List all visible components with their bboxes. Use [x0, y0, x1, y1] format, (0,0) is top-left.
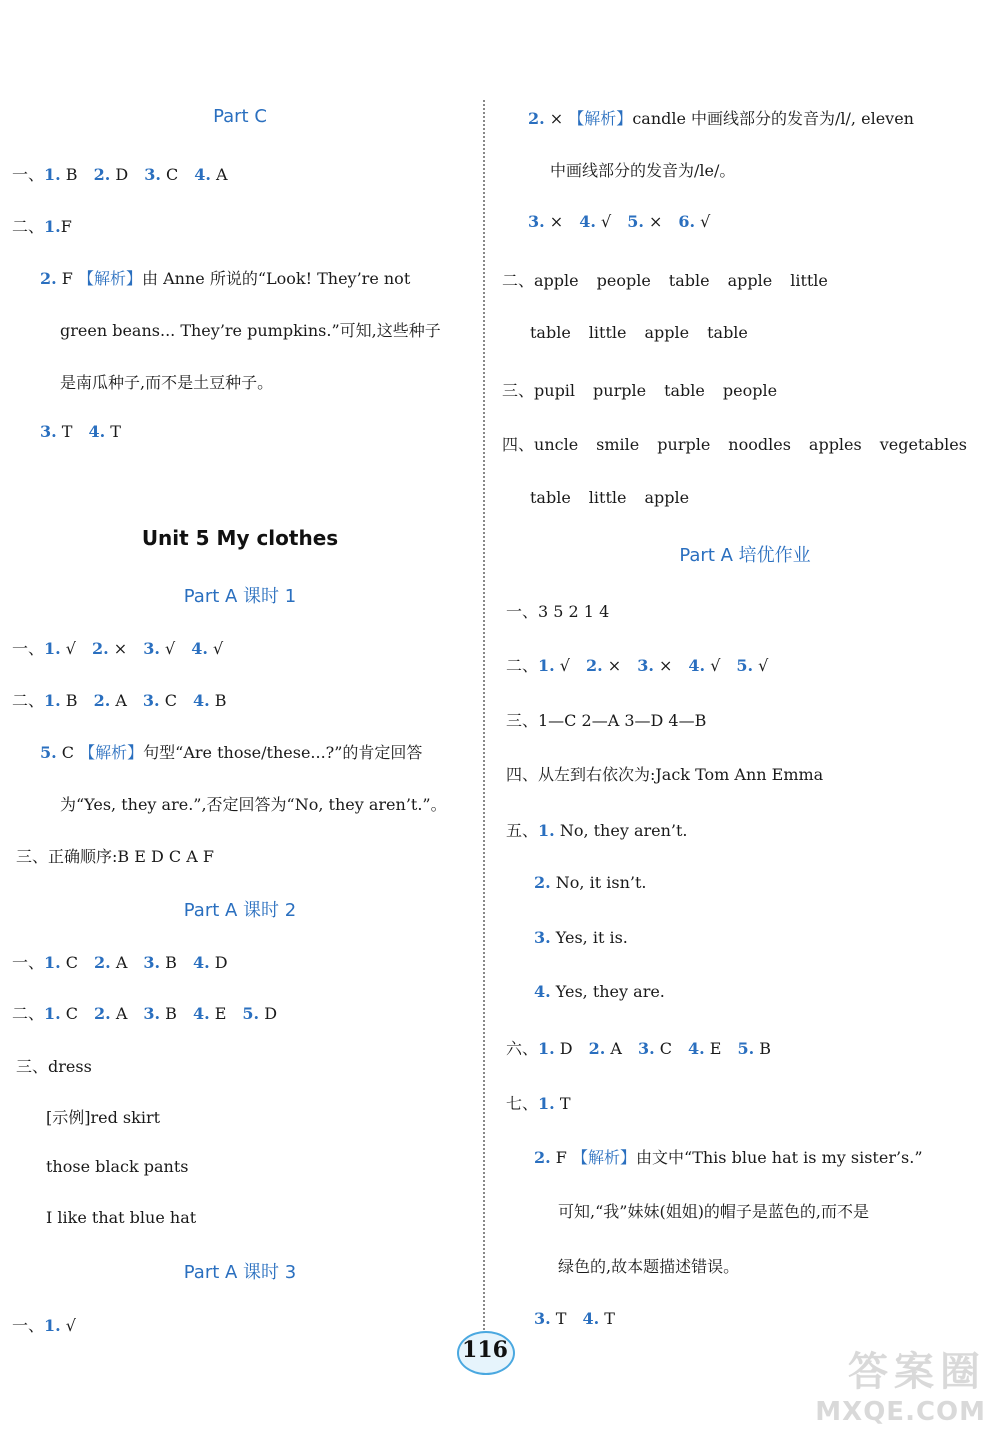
answer-item — [638, 1039, 672, 1058]
answer-row: 二、1. B 2. A 3. C 4. B — [12, 691, 227, 710]
answer-value: × — [602, 656, 622, 675]
word-item: smile — [596, 435, 640, 454]
answer-value: C — [60, 1004, 79, 1023]
question-number: 1. — [44, 165, 61, 184]
word-row: 二、apple people table apple little — [502, 271, 828, 290]
answer-value: T — [56, 422, 73, 441]
question-number: 1. — [538, 1039, 555, 1058]
explanation-block: 2. × 【解析】candle 中画线部分的发音为/l/, eleven — [528, 109, 914, 128]
answer-item — [528, 212, 563, 231]
answer-item — [582, 1309, 614, 1328]
answer-item — [193, 953, 228, 972]
answer-value: D — [554, 1039, 573, 1058]
answer-value: A — [210, 165, 228, 184]
answer-value: E — [209, 1004, 227, 1023]
word-item: table — [530, 323, 571, 342]
question-number: 1. — [44, 691, 61, 710]
answer-row: 一、1. √ — [12, 1316, 76, 1335]
answer-value: B — [60, 691, 78, 710]
answer-value: B — [60, 165, 78, 184]
answer-value: √ — [207, 639, 224, 658]
word-item: people — [596, 271, 651, 290]
answer-value: √ — [60, 1316, 76, 1335]
answer-row: 四、从左到右依次为:Jack Tom Ann Emma — [506, 765, 824, 784]
answer-item — [144, 165, 178, 184]
word-item: uncle — [534, 435, 579, 454]
question-number: 4. — [688, 656, 706, 675]
explanation-line: 绿色的,故本题描述错误。 — [558, 1257, 740, 1276]
answer-row: 六、1. D 2. A 3. C 4. E 5. B — [506, 1039, 772, 1058]
question-number: 3. — [142, 691, 160, 710]
question-number: 3. — [143, 639, 160, 658]
answer-row: 二、1. C 2. A 3. B 4. E 5. D — [12, 1004, 278, 1023]
question-number: 4. — [194, 165, 211, 184]
answer-item — [627, 212, 662, 231]
question-number: 6. — [678, 212, 696, 231]
answer-value: √ — [159, 639, 176, 658]
answer-item — [40, 422, 72, 441]
answer-value: × — [653, 656, 673, 675]
answer-value: × — [544, 212, 564, 231]
answer-value: √ — [595, 212, 612, 231]
question-number: 2. — [94, 1004, 111, 1023]
answer-row: 七、1. T — [506, 1094, 571, 1113]
word-item: pupil — [534, 381, 576, 400]
explanation-line: green beans... They’re pumpkins.”可知,这些种子 — [60, 321, 441, 340]
word-item: apple — [644, 488, 690, 507]
answer-line: those black pants — [46, 1157, 189, 1176]
page-number: 116 — [455, 1325, 515, 1375]
word-item: purple — [593, 381, 647, 400]
word-item: purple — [657, 435, 711, 454]
answer-item — [94, 1004, 127, 1023]
answer-item — [194, 165, 227, 184]
question-number: 1. — [44, 639, 61, 658]
question-number: 4. — [192, 953, 210, 972]
word-item: little — [790, 271, 828, 290]
answer-item — [44, 165, 78, 184]
question-number: 4. — [579, 212, 596, 231]
answer-item — [538, 656, 570, 675]
question-number: 4. — [582, 1309, 600, 1328]
answer-row: 一、1. B 2. D 3. C 4. A — [12, 165, 228, 184]
answer-value: A — [605, 1039, 622, 1058]
answer-item — [44, 1004, 78, 1023]
explanation-line: 中画线部分的发音为/le/。 — [550, 161, 736, 180]
answer-row — [40, 422, 137, 441]
answer-row: 二、1.F — [12, 217, 72, 236]
word-item: table — [664, 381, 705, 400]
word-item: table — [707, 323, 748, 342]
answer-value: C — [60, 953, 79, 972]
answer-item — [143, 953, 177, 972]
question-number: 2. — [93, 165, 111, 184]
answer-item — [579, 212, 611, 231]
answer-row: 五、1. No, they aren’t. — [506, 821, 688, 840]
question-number: 2. — [586, 656, 603, 675]
answer-value: D — [209, 953, 228, 972]
part-a-lesson1-heading: Part A 课时 1 — [183, 586, 297, 607]
word-item: apple — [644, 323, 690, 342]
answer-row: 3. Yes, it is. — [534, 928, 628, 947]
answer-value: B — [160, 1004, 177, 1023]
answer-item — [193, 1004, 226, 1023]
answer-item — [94, 953, 127, 972]
question-number: 2. — [92, 639, 109, 658]
answer-value: √ — [695, 212, 711, 231]
question-number: 3. — [528, 212, 545, 231]
answer-row: 2. No, it isn’t. — [534, 873, 647, 892]
answer-value: √ — [554, 656, 570, 675]
word-item: vegetables — [879, 435, 967, 454]
word-item: apple — [727, 271, 773, 290]
explanation-block: 2. F 【解析】由文中“This blue hat is my sister’s.” — [534, 1148, 923, 1167]
answer-item — [44, 639, 76, 658]
answer-value: B — [209, 691, 227, 710]
watermark-logo: 答案圈 MXQE.COM — [815, 1349, 986, 1427]
answer-item — [678, 212, 710, 231]
answer-item — [94, 691, 127, 710]
answer-value: B — [754, 1039, 772, 1058]
column-divider — [483, 100, 485, 1330]
answer-item — [688, 1039, 721, 1058]
answer-value: C — [160, 165, 179, 184]
explanation-line: 为“Yes, they are.”,否定回答为“No, they aren’t.”。 — [60, 795, 447, 814]
answer-value: √ — [60, 639, 76, 658]
word-row: 三、pupil purple table people — [502, 381, 778, 400]
question-number: 2. — [94, 953, 111, 972]
question-number: 1. — [538, 656, 555, 675]
question-number: 4. — [192, 691, 210, 710]
question-number: 3. — [143, 953, 161, 972]
question-number: 5. — [242, 1004, 260, 1023]
answer-value: T — [550, 1309, 567, 1328]
answer-row: 4. Yes, they are. — [534, 982, 665, 1001]
answer-item — [44, 691, 78, 710]
answer-value: C — [654, 1039, 673, 1058]
answer-value: A — [110, 691, 127, 710]
question-number: 4. — [192, 1004, 210, 1023]
answer-item — [589, 1039, 622, 1058]
explanation-block: 5. C 【解析】句型“Are those/these...?”的肯定回答 — [40, 743, 423, 762]
explanation-block: 2. F 【解析】由 Anne 所说的“Look! They’re not — [40, 269, 411, 288]
question-number: 5. — [737, 1039, 755, 1058]
answer-item — [88, 422, 120, 441]
word-item: people — [722, 381, 778, 400]
answer-item — [92, 639, 127, 658]
answer-item — [143, 639, 175, 658]
answer-item — [143, 1004, 177, 1023]
answer-item — [193, 691, 227, 710]
part-a-peiyou-heading: Part A 培优作业 — [679, 545, 811, 566]
answer-value: √ — [705, 656, 721, 675]
answer-item — [44, 953, 78, 972]
answer-item — [736, 656, 768, 675]
answer-item — [143, 691, 177, 710]
word-item: little — [588, 488, 627, 507]
answer-row: 一、1. C 2. A 3. B 4. D — [12, 953, 228, 972]
answer-item — [44, 1316, 76, 1335]
word-item: apples — [808, 435, 862, 454]
answer-item — [242, 1004, 277, 1023]
question-number: 2. — [93, 691, 111, 710]
answer-item — [538, 1039, 573, 1058]
answer-item — [586, 656, 621, 675]
answer-value: D — [110, 165, 129, 184]
answer-row: 三、1—C 2—A 3—D 4—B — [506, 711, 707, 730]
answer-value: × — [108, 639, 128, 658]
question-number: 5. — [736, 656, 754, 675]
part-c-heading: Part C — [213, 106, 267, 127]
answer-value: × — [643, 212, 663, 231]
answer-value: T — [599, 1309, 615, 1328]
word-item: table — [668, 271, 710, 290]
answer-item — [737, 1039, 771, 1058]
word-row — [530, 488, 707, 507]
answer-item — [637, 656, 672, 675]
word-row: 四、uncle smile purple noodles apples vegetables — [502, 435, 967, 454]
word-item: apple — [534, 271, 579, 290]
answer-line: I like that blue hat — [46, 1208, 197, 1227]
question-number: 1. — [44, 1316, 61, 1335]
answer-value: E — [704, 1039, 722, 1058]
answer-value: D — [259, 1004, 278, 1023]
question-number: 3. — [40, 422, 57, 441]
explanation-line: 可知,“我”妹妹(姐姐)的帽子是蓝色的,而不是 — [558, 1202, 870, 1221]
answer-row: 三、dress — [16, 1057, 92, 1076]
answer-row — [534, 1309, 631, 1328]
answer-value: C — [159, 691, 177, 710]
question-number: 3. — [144, 165, 161, 184]
answer-row: 一、1. √ 2. × 3. √ 4. √ — [12, 639, 224, 658]
question-number: 3. — [143, 1004, 161, 1023]
word-item: noodles — [728, 435, 791, 454]
question-number: 4. — [191, 639, 208, 658]
question-number: 1. — [44, 953, 61, 972]
question-number: 4. — [88, 422, 106, 441]
question-number: 3. — [637, 656, 654, 675]
answer-line: [示例]red skirt — [46, 1108, 161, 1127]
question-number: 5. — [627, 212, 644, 231]
question-number: 2. — [588, 1039, 606, 1058]
answer-item — [191, 639, 223, 658]
answer-row: 一、3 5 2 1 4 — [506, 602, 610, 621]
word-item: table — [530, 488, 571, 507]
question-number: 1. — [44, 1004, 61, 1023]
word-item: little — [588, 323, 627, 342]
answer-row — [528, 212, 726, 231]
question-number: 3. — [534, 1309, 551, 1328]
answer-row: 二、1. √ 2. × 3. × 4. √ 5. √ — [506, 656, 769, 675]
answer-value: T — [105, 422, 121, 441]
unit-title: Unit 5 My clothes — [141, 526, 339, 550]
answer-value: A — [110, 1004, 128, 1023]
question-number: 3. — [637, 1039, 655, 1058]
answer-row: 三、正确顺序:B E D C A F — [16, 847, 214, 866]
answer-value: B — [160, 953, 177, 972]
explanation-line: 是南瓜种子,而不是土豆种子。 — [60, 373, 274, 392]
answer-value: A — [110, 953, 128, 972]
question-number: 4. — [688, 1039, 705, 1058]
part-a-lesson2-heading: Part A 课时 2 — [183, 900, 297, 921]
answer-item — [688, 656, 720, 675]
part-a-lesson3-heading: Part A 课时 3 — [183, 1262, 297, 1283]
answer-value: √ — [753, 656, 769, 675]
word-row — [530, 323, 766, 342]
answer-item — [94, 165, 129, 184]
answer-item — [534, 1309, 566, 1328]
